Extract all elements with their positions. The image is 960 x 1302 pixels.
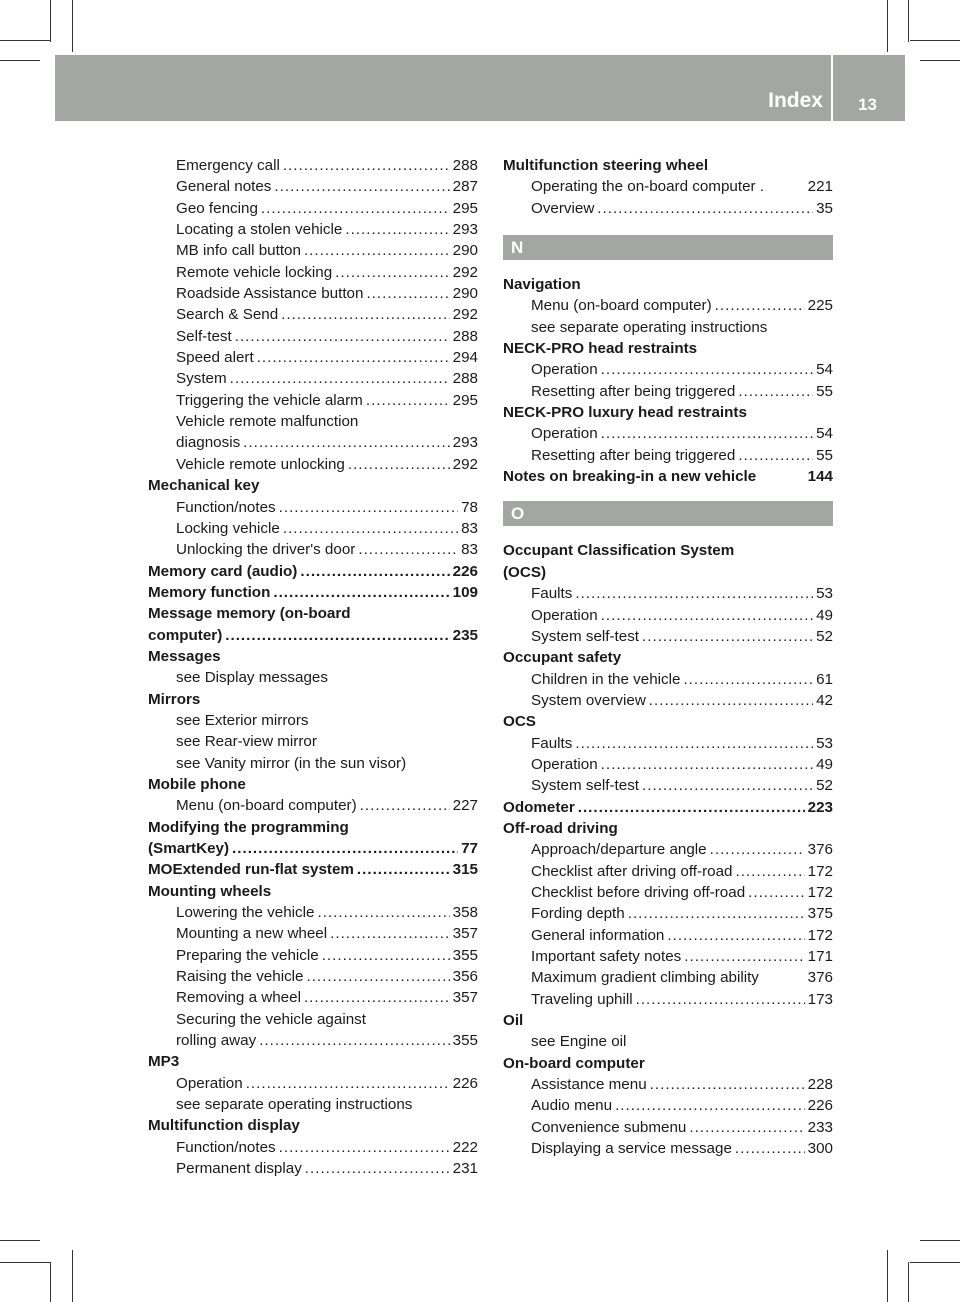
index-subentry[interactable] — [148, 1030, 478, 1051]
page-reference: 78 — [461, 498, 478, 516]
leader-dots — [715, 295, 805, 316]
page-reference: 288 — [452, 327, 478, 345]
entry-label: System self-test — [531, 777, 640, 795]
index-heading: Modifying the programming — [148, 818, 349, 836]
page-reference: 223 — [807, 798, 833, 816]
entry-label: Assistance menu — [531, 1076, 647, 1094]
index-heading-entry[interactable] — [503, 797, 833, 818]
entry-label: Traveling uphill — [531, 990, 633, 1008]
index-subentry: Securing the vehicle against — [176, 1010, 366, 1028]
page-reference: 61 — [816, 670, 833, 688]
leader-dots — [735, 861, 804, 882]
index-heading-entry[interactable] — [148, 625, 478, 646]
page-reference: 294 — [452, 349, 478, 367]
index-subentry[interactable] — [148, 539, 478, 560]
entry-label: Geo fencing — [176, 199, 258, 217]
page-reference: 375 — [807, 905, 833, 923]
index-heading: NECK-PRO head restraints — [503, 340, 698, 358]
page-reference: 54 — [816, 361, 833, 379]
crop-mark — [908, 1262, 909, 1302]
page-reference: 144 — [807, 468, 833, 486]
index-heading: OCS — [503, 713, 536, 731]
index-subentry[interactable] — [503, 861, 833, 882]
page-reference: 376 — [807, 841, 833, 859]
entry-label: Unlocking the driver's door — [176, 541, 356, 559]
leader-dots — [243, 432, 449, 453]
index-subentry[interactable] — [148, 432, 478, 453]
page-reference: 235 — [452, 626, 478, 644]
entry-label: Overview — [531, 199, 595, 217]
page-reference: 53 — [816, 734, 833, 752]
page-reference: 83 — [461, 519, 478, 537]
entry-label: Menu (on-board computer) — [176, 797, 357, 815]
leader-dots — [597, 198, 813, 219]
page-reference: 355 — [452, 946, 478, 964]
index-column-right — [503, 155, 833, 1159]
leader-dots — [279, 1137, 450, 1158]
entry-label: Operation — [531, 755, 598, 773]
crop-mark — [50, 1262, 51, 1302]
index-subentry: see Exterior mirrors — [176, 711, 309, 729]
entry-label: System overview — [531, 691, 646, 709]
page-reference: 54 — [816, 425, 833, 443]
index-subentry: see separate operating instructions — [531, 318, 768, 336]
crop-mark — [72, 0, 73, 52]
section-letter-o: O — [503, 501, 833, 526]
entry-label: Raising the vehicle — [176, 968, 304, 986]
page-reference: 83 — [461, 541, 478, 559]
entry-label: Function/notes — [176, 498, 276, 516]
leader-dots — [601, 359, 813, 380]
page-reference: 357 — [452, 989, 478, 1007]
page-reference: 231 — [452, 1160, 478, 1178]
entry-label: Children in the vehicle — [531, 670, 681, 688]
index-subentry[interactable] — [148, 795, 478, 816]
index-heading-entry[interactable] — [503, 466, 833, 487]
leader-dots — [615, 1095, 805, 1116]
crop-mark — [910, 40, 960, 41]
entry-label: MOExtended run-flat system — [148, 861, 354, 879]
entry-label: System — [176, 370, 227, 388]
entry-label: General notes — [176, 178, 272, 196]
page-reference: 292 — [452, 263, 478, 281]
page-reference: 292 — [452, 306, 478, 324]
leader-dots — [366, 283, 449, 304]
index-subentry[interactable] — [503, 445, 833, 466]
leader-dots — [235, 326, 450, 347]
leader-dots — [628, 903, 805, 924]
entry-label: computer) — [148, 626, 223, 644]
entry-label: System self-test — [531, 627, 640, 645]
page-reference: 295 — [452, 391, 478, 409]
index-heading: NECK-PRO luxury head restraints — [503, 404, 747, 422]
leader-dots — [259, 1030, 449, 1051]
entry-label: Odometer — [503, 798, 575, 816]
leader-dots — [735, 1138, 805, 1159]
leader-dots — [279, 497, 458, 518]
page-reference: 226 — [452, 562, 478, 580]
entry-label: Operating the on-board computer . — [531, 178, 765, 196]
leader-dots — [366, 390, 450, 411]
entry-label: Notes on breaking-in a new vehicle — [503, 468, 757, 486]
index-heading: Mobile phone — [148, 775, 246, 793]
index-heading-entry[interactable] — [148, 561, 478, 582]
index-subentry[interactable] — [503, 359, 833, 380]
index-subentry[interactable] — [148, 347, 478, 368]
leader-dots — [230, 368, 450, 389]
page-reference: 356 — [452, 968, 478, 986]
index-subentry[interactable] — [148, 155, 478, 176]
entry-label: Approach/departure angle — [531, 841, 707, 859]
index-heading: Messages — [148, 647, 221, 665]
index-subentry[interactable] — [503, 1117, 833, 1138]
leader-dots — [642, 626, 813, 647]
crop-mark — [887, 0, 888, 52]
page-reference: 288 — [452, 157, 478, 174]
leader-dots — [738, 381, 813, 402]
index-subentry[interactable] — [503, 1074, 833, 1095]
index-subentry[interactable] — [148, 240, 478, 261]
leader-dots — [348, 454, 450, 475]
page-reference: 300 — [807, 1140, 833, 1158]
index-heading: Occupant safety — [503, 649, 622, 667]
index-subentry[interactable] — [148, 1137, 478, 1158]
index-subentry[interactable] — [503, 669, 833, 690]
page-reference: 55 — [816, 446, 833, 464]
index-heading-entry[interactable] — [148, 859, 478, 880]
page-reference: 227 — [452, 797, 478, 815]
page-reference: 109 — [452, 583, 478, 601]
page-reference: 233 — [807, 1118, 833, 1136]
index-subentry[interactable] — [503, 1095, 833, 1116]
index-subentry[interactable] — [503, 198, 833, 219]
index-heading-entry[interactable] — [148, 582, 478, 603]
leader-dots — [667, 925, 804, 946]
section-letter-n: N — [503, 235, 833, 260]
entry-label: Displaying a service message — [531, 1140, 732, 1158]
index-subentry[interactable] — [503, 176, 833, 197]
index-subentry[interactable] — [503, 967, 833, 988]
entry-label: Checklist before driving off-road — [531, 883, 746, 901]
entry-label: Roadside Assistance button — [176, 285, 364, 303]
page-reference: 288 — [452, 370, 478, 388]
leader-dots — [304, 987, 450, 1008]
page-reference: 226 — [452, 1074, 478, 1092]
leader-dots — [281, 304, 449, 325]
leader-dots — [261, 198, 450, 219]
entry-label: Maximum gradient climbing ability — [531, 969, 759, 987]
index-subentry[interactable] — [503, 989, 833, 1010]
index-heading: Mirrors — [148, 690, 201, 708]
entry-label: Fording depth — [531, 905, 625, 923]
page-reference: 226 — [807, 1097, 833, 1115]
page-reference: 358 — [452, 904, 478, 922]
leader-dots — [306, 966, 449, 987]
entry-label: Permanent display — [176, 1160, 302, 1178]
index-subentry[interactable] — [503, 690, 833, 711]
page-reference: 376 — [807, 969, 833, 987]
index-subentry[interactable] — [503, 1138, 833, 1159]
entry-label: Lowering the vehicle — [176, 904, 315, 922]
leader-dots — [738, 445, 813, 466]
index-subentry[interactable] — [503, 754, 833, 775]
crop-mark — [887, 1250, 888, 1302]
entry-label: Important safety notes — [531, 948, 682, 965]
leader-dots — [642, 775, 813, 796]
leader-dots — [683, 669, 813, 690]
page-reference: 290 — [452, 242, 478, 260]
index-subentry[interactable] — [503, 733, 833, 754]
leader-dots — [601, 605, 813, 626]
crop-mark — [0, 40, 50, 41]
leader-dots — [649, 690, 813, 711]
index-subentry[interactable] — [503, 882, 833, 903]
page-reference: 222 — [452, 1138, 478, 1156]
page-reference: 290 — [452, 285, 478, 303]
leader-dots — [578, 797, 805, 818]
index-subentry[interactable] — [503, 381, 833, 402]
entry-label: rolling away — [176, 1032, 257, 1050]
entry-label: Audio menu — [531, 1097, 613, 1115]
index-heading: On-board computer — [503, 1054, 645, 1072]
leader-dots — [684, 946, 804, 967]
entry-label: (SmartKey) — [148, 840, 230, 857]
index-subentry[interactable] — [503, 775, 833, 796]
leader-dots — [225, 625, 449, 646]
page-reference: 172 — [807, 926, 833, 944]
entry-label: Resetting after being triggered — [531, 382, 736, 400]
entry-label: General information — [531, 926, 665, 944]
index-subentry[interactable] — [503, 839, 833, 860]
index-subentry[interactable] — [503, 423, 833, 444]
leader-dots — [300, 561, 449, 582]
page-reference: 49 — [816, 755, 833, 773]
leader-dots — [273, 582, 449, 603]
page-reference: 52 — [816, 627, 833, 645]
entry-label: Preparing the vehicle — [176, 946, 319, 964]
leader-dots — [575, 583, 813, 604]
entry-label: Operation — [531, 606, 598, 624]
index-subentry[interactable] — [148, 390, 478, 411]
index-subentry[interactable] — [148, 497, 478, 518]
entry-label: Memory function — [148, 583, 271, 601]
leader-dots — [358, 539, 458, 560]
index-subentry[interactable] — [148, 987, 478, 1008]
entry-label: Search & Send — [176, 306, 279, 324]
leader-dots — [650, 1074, 805, 1095]
leader-dots — [257, 347, 450, 368]
entry-label: Locating a stolen vehicle — [176, 221, 343, 239]
page-title: Index — [768, 89, 823, 112]
page-reference: 287 — [452, 178, 478, 196]
leader-dots — [345, 219, 449, 240]
entry-label: Operation — [531, 361, 598, 379]
entry-label: Operation — [176, 1074, 243, 1092]
index-heading: Mounting wheels — [148, 882, 272, 900]
crop-mark — [920, 60, 960, 61]
page-reference: 49 — [816, 606, 833, 624]
page-reference: 42 — [816, 691, 833, 709]
index-subentry[interactable] — [148, 304, 478, 325]
entry-label: Mounting a new wheel — [176, 925, 328, 943]
crop-mark — [0, 60, 40, 61]
page-reference: 228 — [807, 1076, 833, 1094]
index-subentry[interactable] — [148, 198, 478, 219]
entry-label: Menu (on-board computer) — [531, 297, 712, 315]
entry-label: Removing a wheel — [176, 989, 301, 1007]
index-subentry: see Vanity mirror (in the sun visor) — [176, 754, 407, 772]
entry-label: Faults — [531, 585, 573, 603]
page-number: 13 — [858, 95, 877, 114]
index-heading-entry[interactable] — [148, 838, 478, 859]
leader-dots — [360, 795, 450, 816]
entry-label: Function/notes — [176, 1138, 276, 1156]
page-header — [55, 55, 905, 121]
index-subentry[interactable] — [503, 295, 833, 316]
index-heading: Message memory (on-board — [148, 605, 351, 623]
index-heading: Oil — [503, 1012, 524, 1030]
entry-label: Convenience submenu — [531, 1118, 687, 1136]
entry-label: Checklist after driving off-road — [531, 862, 733, 880]
page-reference: 315 — [452, 861, 478, 879]
crop-mark — [908, 0, 909, 42]
page-reference: 293 — [452, 221, 478, 239]
leader-dots — [601, 754, 813, 775]
leader-dots — [330, 923, 450, 944]
index-heading: Navigation — [503, 276, 581, 294]
page-reference: 55 — [816, 382, 833, 400]
entry-label: Emergency call — [176, 157, 280, 174]
leader-dots — [636, 989, 805, 1010]
leader-dots — [575, 733, 813, 754]
index-subentry: Vehicle remote malfunction — [176, 413, 359, 431]
index-subentry[interactable] — [148, 454, 478, 475]
index-subentry[interactable] — [503, 605, 833, 626]
index-subentry[interactable] — [148, 902, 478, 923]
index-subentry[interactable] — [148, 326, 478, 347]
index-subentry[interactable] — [148, 176, 478, 197]
index-subentry[interactable] — [148, 1073, 478, 1094]
index-subentry: see separate operating instructions — [176, 1096, 413, 1114]
entry-label: Triggering the vehicle alarm — [176, 391, 363, 409]
leader-dots — [283, 518, 458, 539]
leader-dots — [689, 1117, 804, 1138]
leader-dots — [274, 176, 449, 197]
entry-label: Operation — [531, 425, 598, 443]
entry-label: Memory card (audio) — [148, 562, 298, 580]
index-subentry[interactable] — [503, 903, 833, 924]
index-heading: Multifunction display — [148, 1117, 300, 1135]
index-heading: Multifunction steering wheel — [503, 157, 709, 174]
entry-label: Speed alert — [176, 349, 254, 367]
crop-mark — [920, 1240, 960, 1241]
page-reference: 53 — [816, 585, 833, 603]
index-subentry[interactable] — [148, 518, 478, 539]
entry-label: Resetting after being triggered — [531, 446, 736, 464]
entry-label: Self-test — [176, 327, 232, 345]
index-subentry: see Display messages — [176, 669, 328, 687]
page-reference: 357 — [452, 925, 478, 943]
page-reference: 171 — [807, 948, 833, 965]
page-reference: 172 — [807, 883, 833, 901]
leader-dots — [304, 240, 450, 261]
leader-dots — [317, 902, 449, 923]
header-divider — [831, 55, 833, 121]
page-reference: 355 — [452, 1032, 478, 1050]
crop-mark — [72, 1250, 73, 1302]
index-subentry: see Rear-view mirror — [176, 733, 317, 751]
entry-label: Faults — [531, 734, 573, 752]
index-heading: Mechanical key — [148, 477, 260, 495]
index-subentry[interactable] — [503, 583, 833, 604]
index-column-left — [148, 155, 478, 1180]
page-reference: 35 — [816, 199, 833, 217]
index-subentry[interactable] — [503, 925, 833, 946]
entry-label: Remote vehicle locking — [176, 263, 333, 281]
index-subentry[interactable] — [148, 1158, 478, 1179]
crop-mark — [0, 1262, 50, 1263]
leader-dots — [357, 859, 450, 880]
page-reference: 173 — [807, 990, 833, 1008]
index-subentry[interactable] — [148, 923, 478, 944]
index-heading: MP3 — [148, 1053, 180, 1071]
leader-dots — [283, 155, 450, 176]
leader-dots — [335, 262, 449, 283]
leader-dots — [748, 882, 805, 903]
entry-label: MB info call button — [176, 242, 301, 260]
index-subentry[interactable] — [148, 262, 478, 283]
index-subentry[interactable] — [148, 945, 478, 966]
entry-label: Locking vehicle — [176, 519, 280, 537]
page-reference: 52 — [816, 777, 833, 795]
index-subentry[interactable] — [503, 946, 833, 967]
page-reference: 295 — [452, 199, 478, 217]
index-subentry: see Engine oil — [531, 1033, 627, 1051]
index-subentry[interactable] — [148, 966, 478, 987]
leader-dots — [232, 838, 458, 859]
leader-dots — [322, 945, 450, 966]
index-heading: (OCS) — [503, 563, 547, 581]
leader-dots — [601, 423, 813, 444]
crop-mark — [50, 0, 51, 42]
entry-label: diagnosis — [176, 434, 241, 452]
leader-dots — [305, 1158, 450, 1179]
index-subentry[interactable] — [503, 626, 833, 647]
index-heading: Off-road driving — [503, 819, 618, 837]
crop-mark — [910, 1262, 960, 1263]
page-reference: 225 — [807, 297, 833, 315]
page-reference: 221 — [807, 178, 833, 196]
page-reference: 172 — [807, 862, 833, 880]
index-subentry[interactable] — [148, 368, 478, 389]
page-reference: 292 — [452, 455, 478, 473]
index-subentry[interactable] — [148, 219, 478, 240]
leader-dots — [710, 839, 805, 860]
entry-label: Vehicle remote unlocking — [176, 455, 345, 473]
crop-mark — [0, 1240, 40, 1241]
page-reference: 293 — [452, 434, 478, 452]
leader-dots — [246, 1073, 450, 1094]
index-heading: Occupant Classification System — [503, 542, 735, 560]
index-subentry[interactable] — [148, 283, 478, 304]
page-reference: 77 — [461, 840, 478, 857]
